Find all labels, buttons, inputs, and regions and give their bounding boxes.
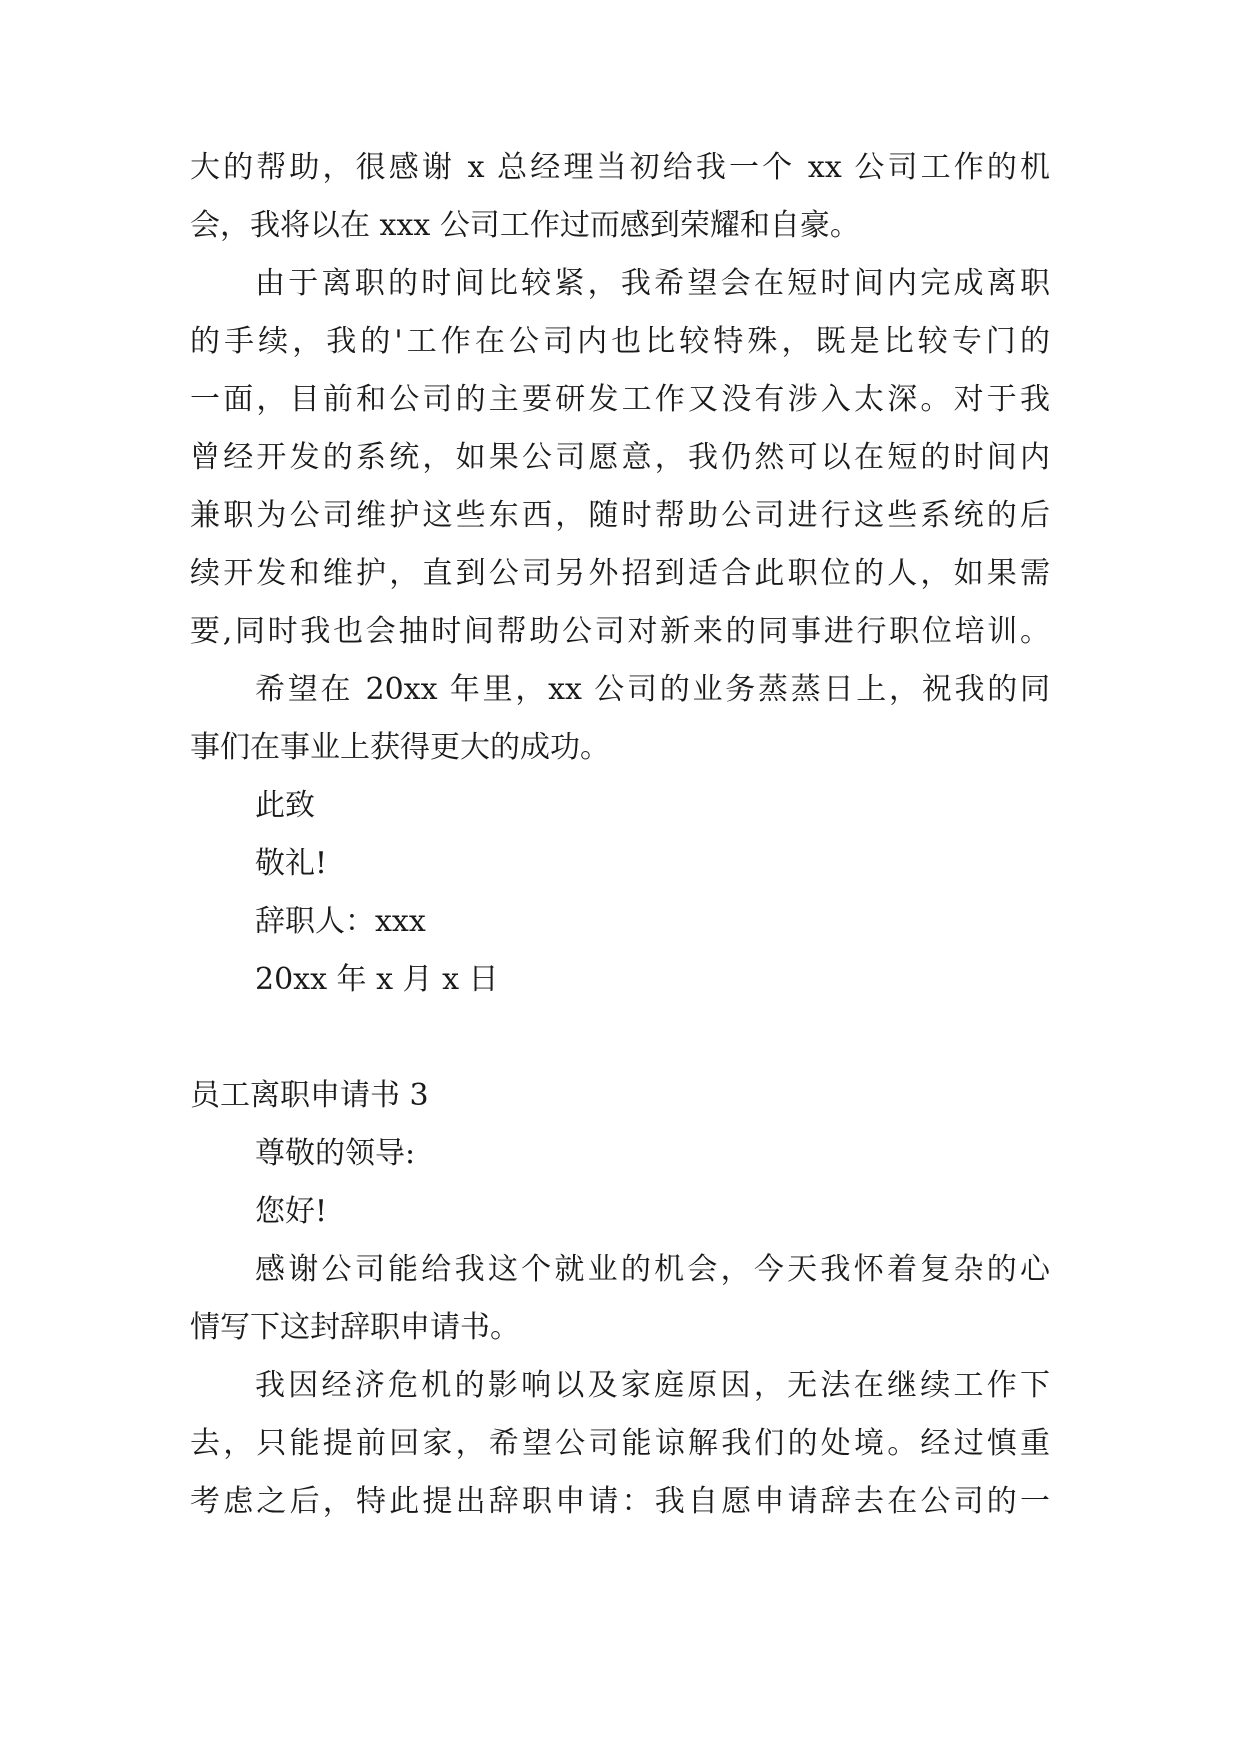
text-line: 希望在 20xx 年里，xx 公司的业务蒸蒸日上，祝我的同 (255, 672, 1050, 707)
text-line: 要,同时我也会抽时间帮助公司对新来的同事进行职位培训。 (190, 614, 1050, 649)
text-line: 大的帮助，很感谢 x 总经理当初给我一个 xx 公司工作的机 (190, 150, 1050, 185)
date-text: 20xx 年 x 月 x 日 (255, 962, 499, 997)
text-line: 我因经济危机的影响以及家庭原因，无法在继续工作下 (255, 1368, 1050, 1403)
text-line: 一面，目前和公司的主要研发工作又没有涉入太深。对于我 (190, 382, 1050, 417)
text-line: 续开发和维护，直到公司另外招到适合此职位的人，如果需 (190, 556, 1050, 591)
text-line: 情写下这封辞职申请书。 (190, 1310, 520, 1345)
salute-text: 敬礼! (255, 846, 328, 881)
text-line: 感谢公司能给我这个就业的机会，今天我怀着复杂的心 (255, 1252, 1050, 1287)
greeting-text: 尊敬的领导: (255, 1136, 416, 1171)
text-line: 考虑之后，特此提出辞职申请：我自愿申请辞去在公司的一 (190, 1484, 1050, 1519)
signer-text: 辞职人：xxx (255, 904, 426, 939)
section-title: 员工离职申请书 3 (190, 1078, 429, 1113)
hello-text: 您好! (255, 1194, 328, 1229)
text-line: 的手续，我的'工作在公司内也比较特殊，既是比较专门的 (190, 324, 1050, 359)
text-line: 去，只能提前回家，希望公司能谅解我们的处境。经过慎重 (190, 1426, 1050, 1461)
text-line: 事们在事业上获得更大的成功。 (190, 730, 610, 765)
text-line: 曾经开发的系统，如果公司愿意，我仍然可以在短的时间内 (190, 440, 1050, 475)
text-line: 兼职为公司维护这些东西，随时帮助公司进行这些系统的后 (190, 498, 1050, 533)
text-line: 会，我将以在 xxx 公司工作过而感到荣耀和自豪。 (190, 208, 860, 243)
closing-text: 此致 (255, 788, 315, 823)
text-line: 由于离职的时间比较紧，我希望会在短时间内完成离职 (255, 266, 1050, 301)
